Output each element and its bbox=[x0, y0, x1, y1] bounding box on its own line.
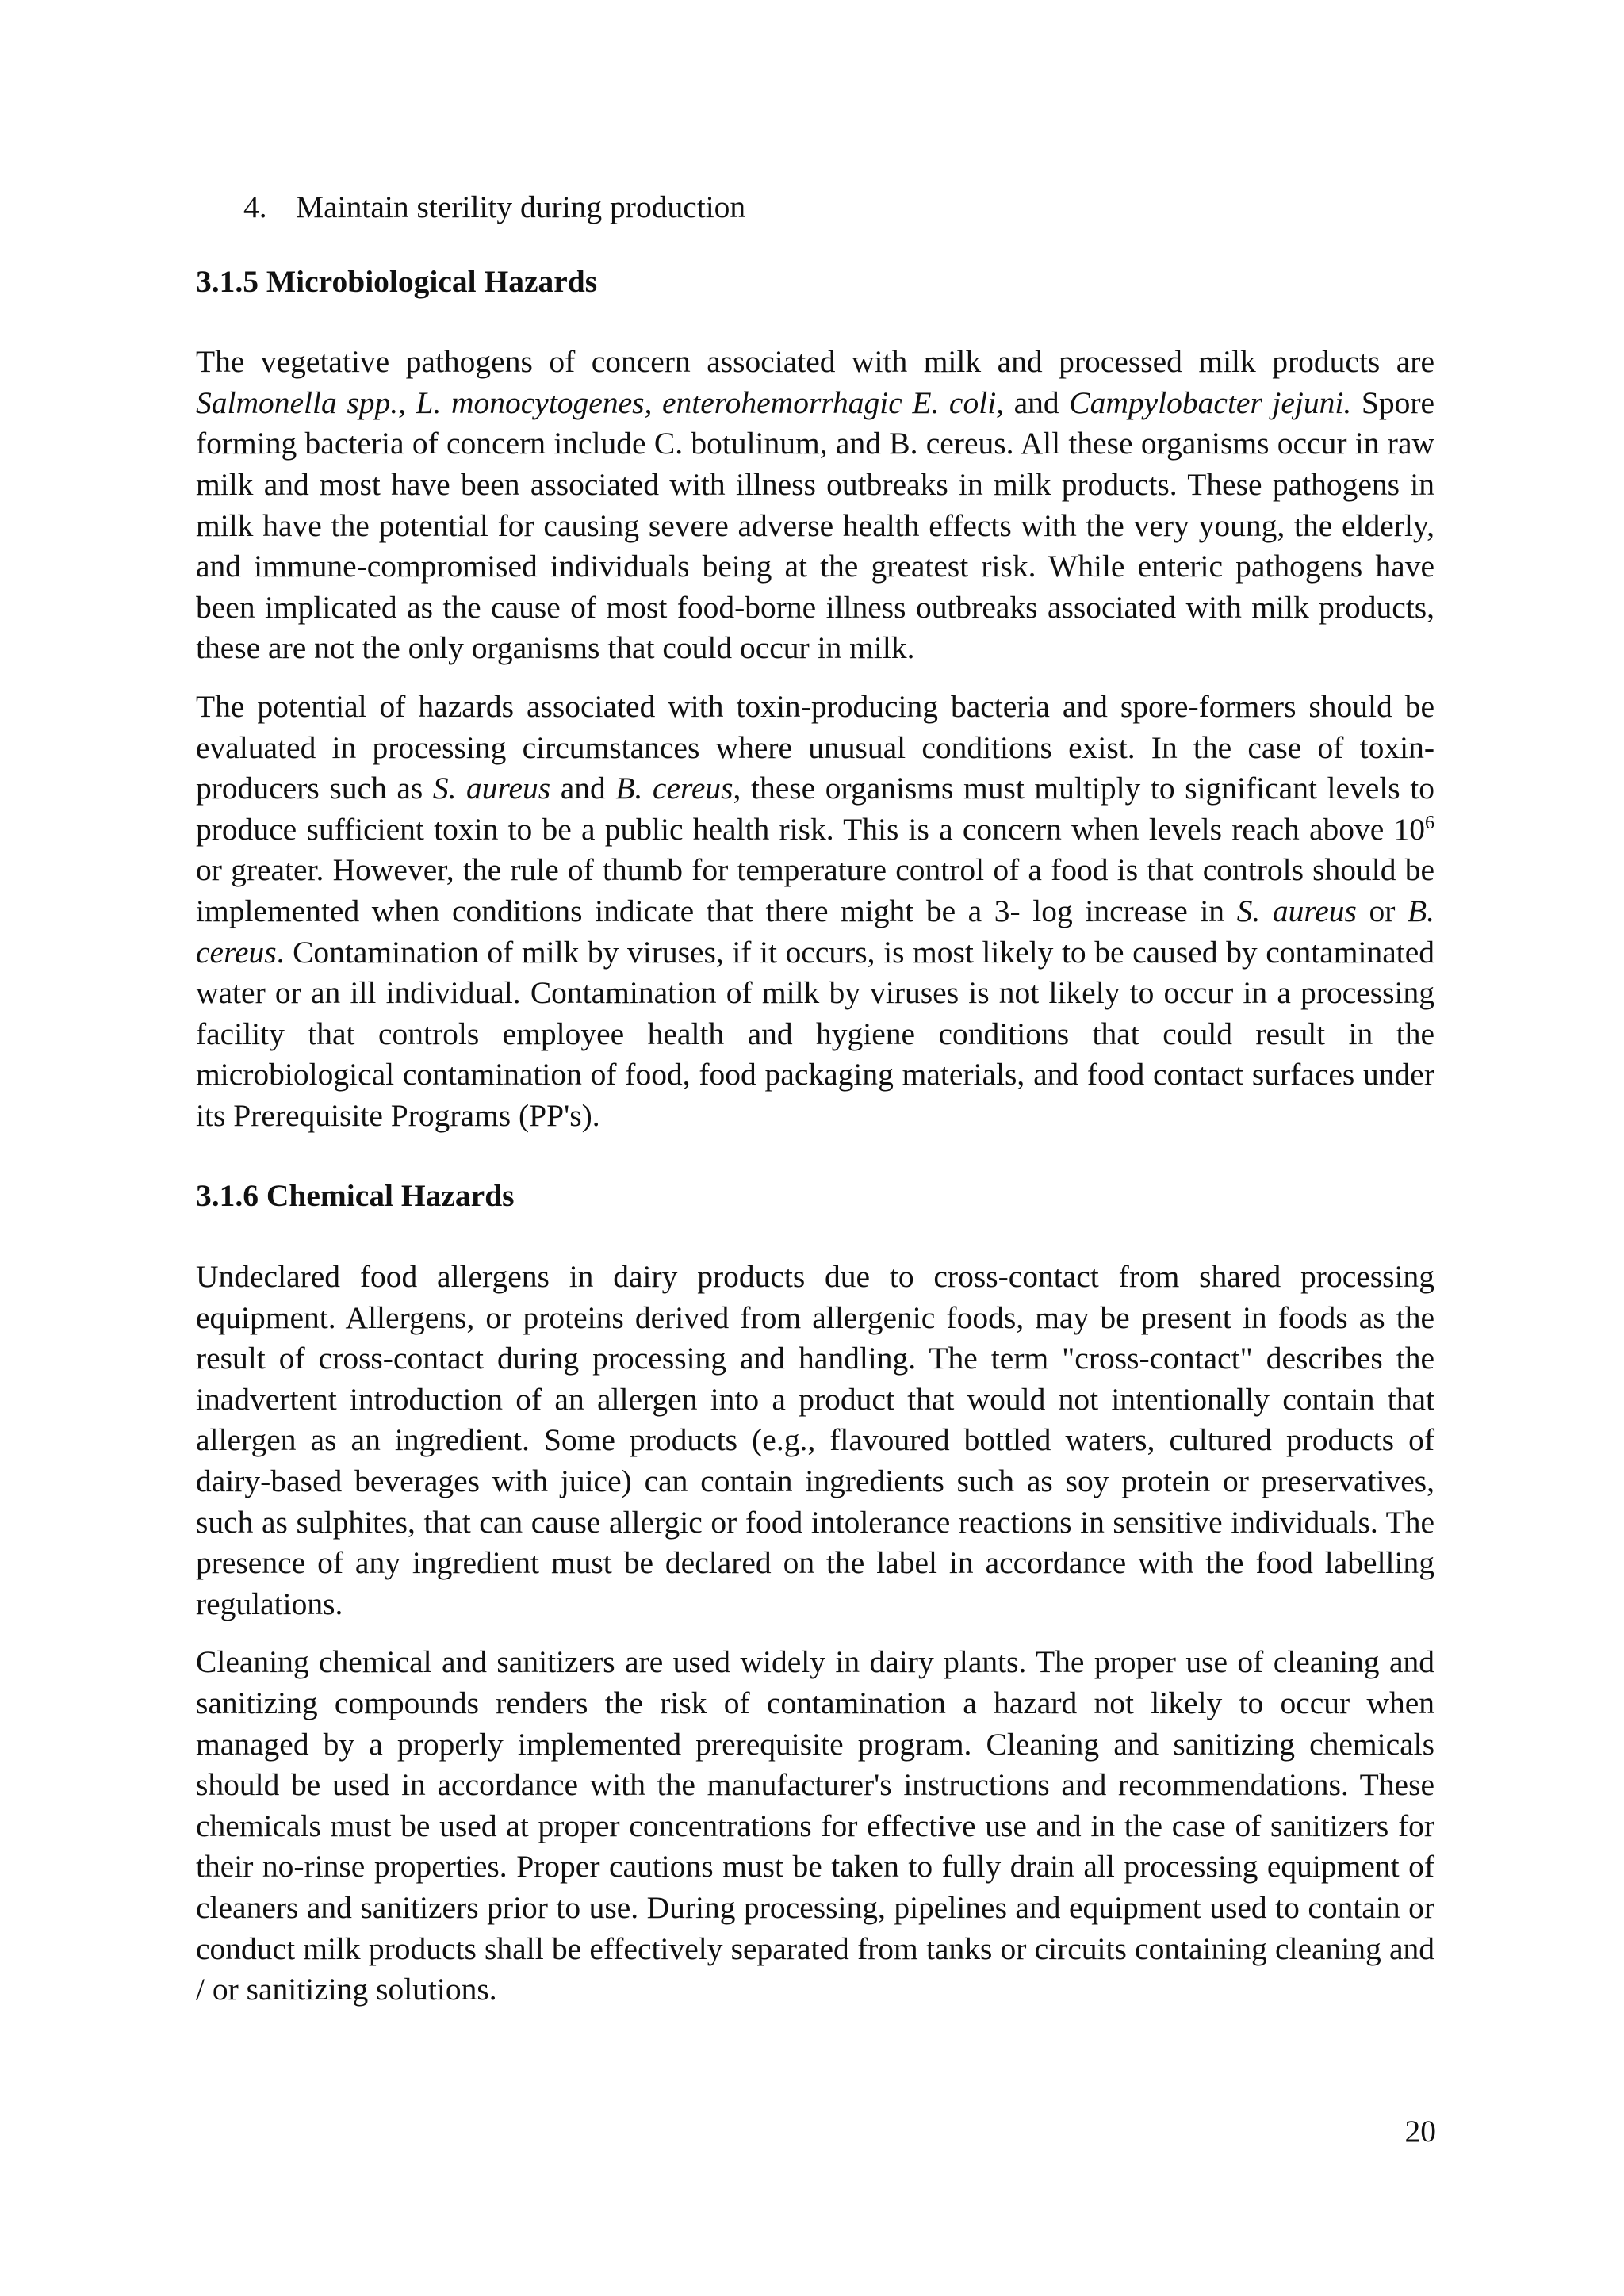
microbiological-paragraph-1: The vegetative pathogens of concern associated with milk and processed milk products are Salmonella spp., L. monocytogenes, enterohemorrhagic E. coli, and Campylobacter jejuni. Spore forming bacteria of concern include C. botulinum, and B. cereus. All these organisms occur in raw milk and most have been associated with illness outbreaks in milk products. These pathogens in milk have the potential for causing severe adverse health effects with the very young, the elderly, and immune-compromised individuals being at the greatest risk. While enteric pathogens have been implicated as the cause of most food-borne illness outbreaks associated with milk products, these are not the only organisms that could occur in milk. bbox=[196, 344, 1434, 666]
microbiological-paragraph-2: The potential of hazards associated with toxin-producing bacteria and spore-formers should be evaluated in processing circumstances where unusual conditions exist. In the case of toxin-producers such as S. aureus and B. cereus, these organisms must multiply to significant levels to produce sufficient toxin to be a public health risk. This is a concern when levels reach above $10^6$ or greater. However, the rule of thumb for temperature control of a food is that controls should be implemented when conditions indicate that there might be a 3- log increase in S. aureus or B. cereus. Contamination of milk by viruses, if it occurs, is most likely to be caused by contaminated water or an ill individual. Contamination of milk by viruses is not likely to occur in a processing facility that controls employee health and hygiene conditions that could result in the microbiological contamination of food, food packaging materials, and food contact surfaces under its Prerequisite Programs (PP's). bbox=[196, 688, 1435, 1133]
section-heading-microbiological-hazards: 3.1.5 Microbiological Hazards bbox=[196, 263, 598, 299]
list-item bbox=[243, 187, 1434, 228]
superscript-exponent: 6 bbox=[1425, 812, 1434, 833]
section-heading-chemical-hazards: 3.1.6 Chemical Hazards bbox=[196, 1178, 515, 1214]
chemical-paragraph-1: Undeclared food allergens in dairy products due to cross-contact from shared processing equipment. Allergens, or proteins derived from allergenic foods, may be present in foods as the result of cross-contact during processing and handling. The term "cross-contact" describes the inadvertent introduction of an allergen into a product that would not intentionally contain that allergen as an ingredient. Some products (e.g., flavoured bottled waters, cultured products of dairy-based beverages with juice) can contain ingredients such as soy protein or preservatives, such as sulphites, that can cause allergic or food intolerance reactions in sensitive individuals. The presence of any ingredient must be declared on the label in accordance with the food labelling regulations. bbox=[196, 1259, 1434, 1621]
list-item-number: 4. bbox=[243, 189, 267, 224]
chemical-paragraph-2: Cleaning chemical and sanitizers are used widely in dairy plants. The proper use of cleaning and sanitizing compounds renders the risk of contamination a hazard not likely to occur when managed by a properly implemented prerequisite program. Cleaning and sanitizing chemicals should be used in accordance with the manufacturer's instructions and recommendations. These chemicals must be used at proper concentrations for effective use and in the case of sanitizers for their no-rinse properties. Proper cautions must be taken to fully drain all processing equipment of cleaners and sanitizers prior to use. During processing, pipelines and equipment used to contain or conduct milk products shall be effectively separated from tanks or circuits containing cleaning and / or sanitizing solutions. bbox=[196, 1644, 1434, 2007]
document-page bbox=[196, 187, 1434, 2028]
page-number: 20 bbox=[1404, 2114, 1436, 2149]
list-item-text: Maintain sterility during production bbox=[296, 189, 746, 224]
